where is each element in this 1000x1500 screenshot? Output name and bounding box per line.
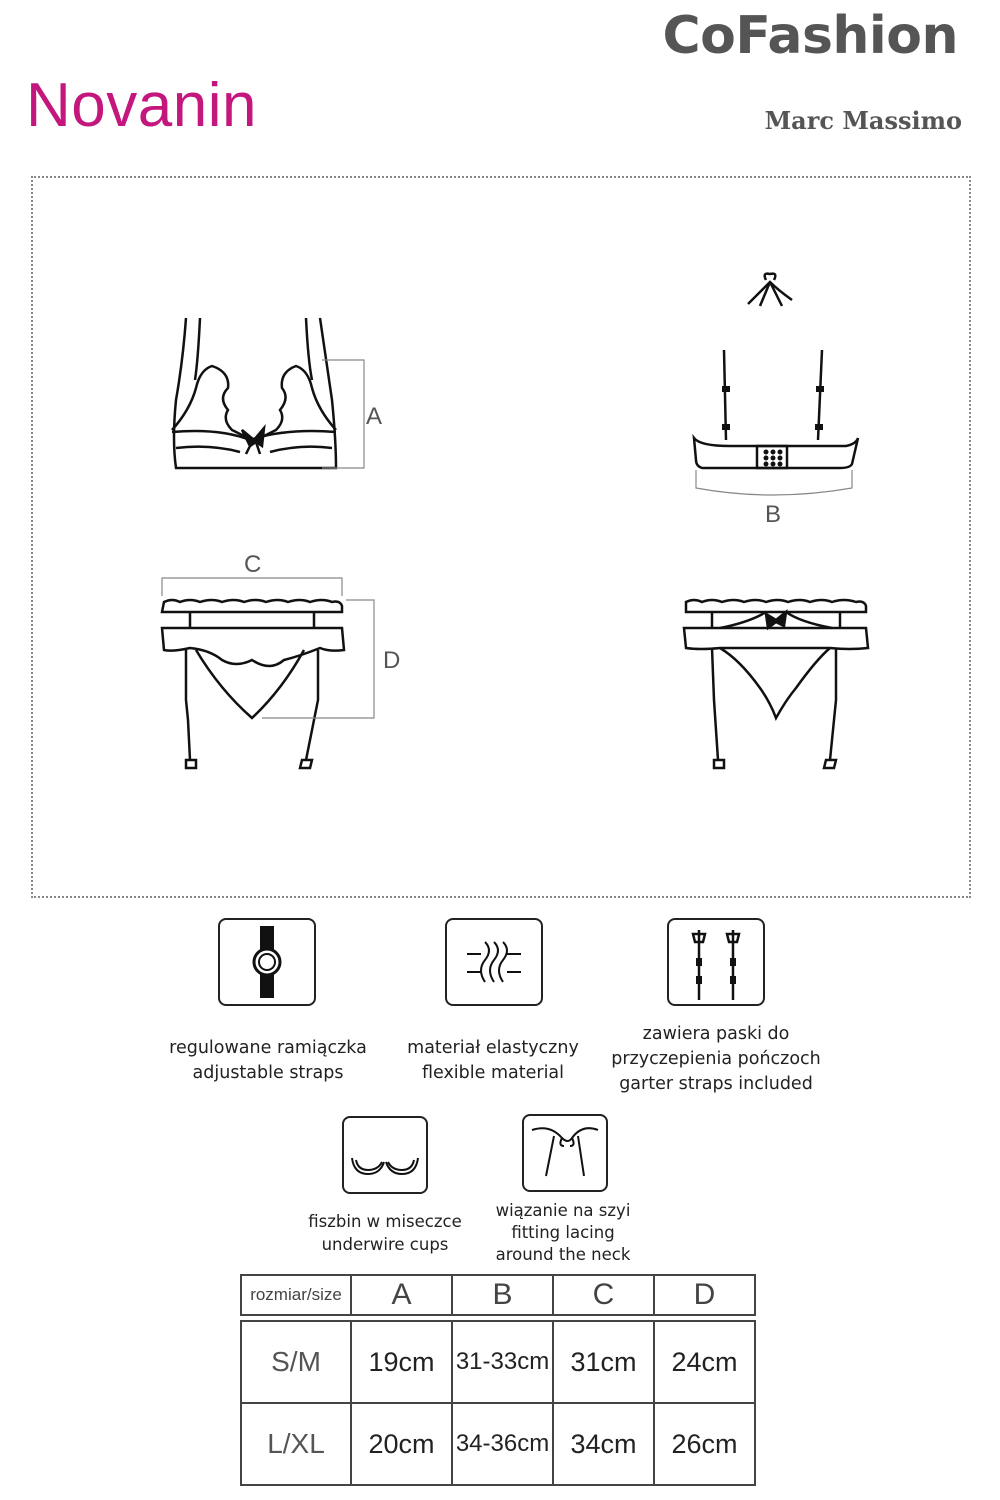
- measure-a-label: A: [366, 403, 383, 430]
- size-cell: S/M: [241, 1321, 351, 1403]
- sub-brand: Marc Massimo: [764, 106, 962, 135]
- flexible-material-icon: [447, 920, 541, 1004]
- feature-adjustable-straps: [218, 918, 316, 1006]
- feature-neck-lacing: [522, 1114, 608, 1192]
- table-row: [241, 1321, 755, 1403]
- feature-garter-straps: [667, 918, 765, 1006]
- adjustable-strap-icon: [220, 920, 314, 1004]
- feature-label-line: fitting lacing: [511, 1223, 615, 1242]
- garter-back-drawing: [684, 600, 868, 768]
- feature-label-garter-straps: [596, 1022, 836, 1097]
- measure-b-label: B: [765, 501, 782, 528]
- size-cell: 34-36cm: [452, 1403, 553, 1485]
- size-cell: L/XL: [241, 1403, 351, 1485]
- measure-c-label: C: [244, 551, 262, 578]
- feature-label-line: adjustable straps: [192, 1063, 344, 1083]
- product-name: Novanin: [26, 71, 257, 140]
- feature-label-line: fiszbin w miseczce: [308, 1212, 462, 1231]
- feature-label-flexible-material: [383, 1036, 603, 1086]
- feature-label-line: zawiera paski do: [642, 1024, 790, 1044]
- size-table-header: [241, 1275, 755, 1315]
- feature-label-line: materiał elastyczny: [407, 1038, 579, 1058]
- neck-lacing-icon: [524, 1116, 606, 1190]
- size-header-cell: B: [452, 1275, 553, 1315]
- size-cell: 31-33cm: [452, 1321, 553, 1403]
- size-cell: 20cm: [351, 1403, 452, 1485]
- size-cell: 24cm: [654, 1321, 755, 1403]
- feature-underwire-cups: [342, 1116, 428, 1194]
- size-cell: 19cm: [351, 1321, 452, 1403]
- feature-label-line: flexible material: [421, 1063, 565, 1083]
- feature-label-line: regulowane ramiączka: [169, 1038, 367, 1058]
- feature-flexible-material: [445, 918, 543, 1006]
- garter-straps-icon: [669, 920, 763, 1004]
- feature-label-adjustable-straps: [150, 1036, 386, 1086]
- bra-front-drawing: [172, 318, 336, 468]
- size-header-cell: rozmiar/size: [241, 1275, 351, 1315]
- feature-label-line: przyczepienia pończoch: [611, 1049, 821, 1069]
- size-cell: 31cm: [553, 1321, 654, 1403]
- size-table: [240, 1274, 756, 1486]
- brand-logo: CoFashion: [662, 6, 958, 66]
- feature-label-line: underwire cups: [321, 1235, 449, 1254]
- size-header-cell: C: [553, 1275, 654, 1315]
- measure-d-label: D: [383, 647, 401, 674]
- bra-back-drawing: [694, 274, 858, 468]
- table-row: [241, 1403, 755, 1485]
- size-cell: 34cm: [553, 1403, 654, 1485]
- measure-c: [162, 578, 342, 596]
- feature-label-line: around the neck: [495, 1245, 631, 1264]
- size-cell: 26cm: [654, 1403, 755, 1485]
- feature-label-neck-lacing: [470, 1200, 656, 1266]
- measure-b: [696, 470, 852, 495]
- underwire-cups-icon: [344, 1118, 426, 1192]
- feature-label-underwire-cups: [290, 1210, 480, 1256]
- feature-label-line: wiązanie na szyi: [495, 1201, 631, 1220]
- size-header-cell: A: [351, 1275, 452, 1315]
- feature-label-line: garter straps included: [619, 1074, 813, 1094]
- size-header-cell: D: [654, 1275, 755, 1315]
- garter-front-drawing: [162, 600, 344, 768]
